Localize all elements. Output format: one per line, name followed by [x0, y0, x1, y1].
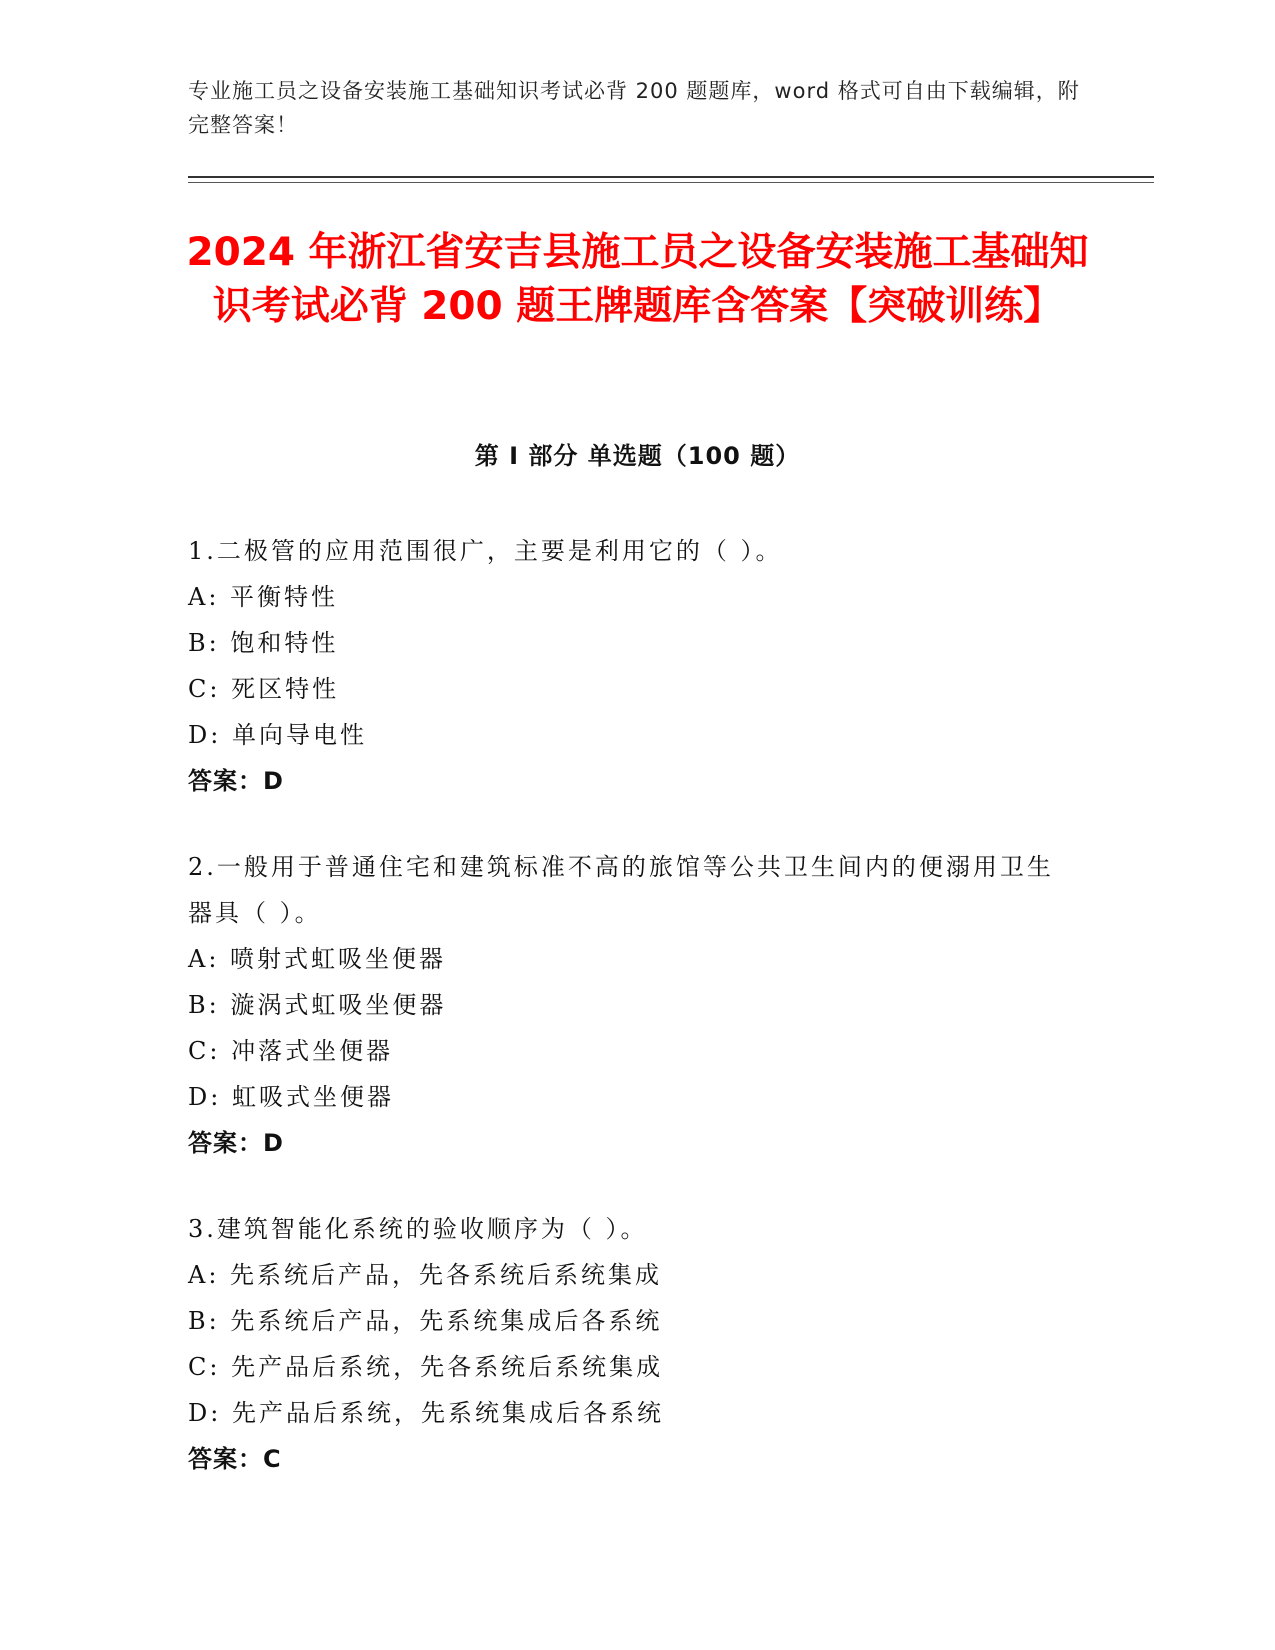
option-a: A: 平衡特性: [188, 583, 339, 611]
option-c: C: 死区特性: [188, 675, 340, 703]
option-b: B: 饱和特性: [188, 629, 339, 657]
option-d: D: 虹吸式坐便器: [188, 1083, 394, 1111]
option-c: C: 冲落式坐便器: [188, 1037, 394, 1065]
question-2: [188, 844, 1068, 1166]
option-a: A: 喷射式虹吸坐便器: [188, 945, 447, 973]
option-c: C: 先产品后系统，先各系统后系统集成: [188, 1353, 664, 1381]
question-1: [188, 528, 1068, 804]
header-rule-thick: [188, 176, 1154, 178]
header-rule-thin: [188, 182, 1154, 183]
option-b: B: 漩涡式虹吸坐便器: [188, 991, 447, 1019]
section-heading: 第 I 部分 单选题（100 题）: [474, 442, 801, 470]
question-3: [188, 1206, 1068, 1482]
header-note: 专业施工员之设备安装施工基础知识考试必背 200 题题库，word 格式可自由下载编辑，附完整答案！: [188, 79, 1080, 137]
option-d: D: 单向导电性: [188, 721, 367, 749]
option-d: D: 先产品后系统，先系统集成后各系统: [188, 1399, 664, 1427]
question-stem: 1.二极管的应用范围很广，主要是利用它的（ ）。: [188, 537, 783, 565]
option-a: A: 先系统后产品，先各系统后系统集成: [188, 1261, 663, 1289]
answer: 答案：D: [188, 767, 284, 795]
document-title: 2024 年浙江省安吉县施工员之设备安装施工基础知识考试必背 200 题王牌题库含答案【突破训练】: [186, 230, 1089, 329]
option-b: B: 先系统后产品，先系统集成后各系统: [188, 1307, 663, 1335]
answer: 答案：D: [188, 1129, 284, 1157]
question-stem: 2.一般用于普通住宅和建筑标准不高的旅馆等公共卫生间内的便溺用卫生器具（ ）。: [188, 853, 1054, 927]
answer: 答案：C: [188, 1445, 282, 1473]
question-stem: 3.建筑智能化系统的验收顺序为（ ）。: [188, 1215, 648, 1243]
